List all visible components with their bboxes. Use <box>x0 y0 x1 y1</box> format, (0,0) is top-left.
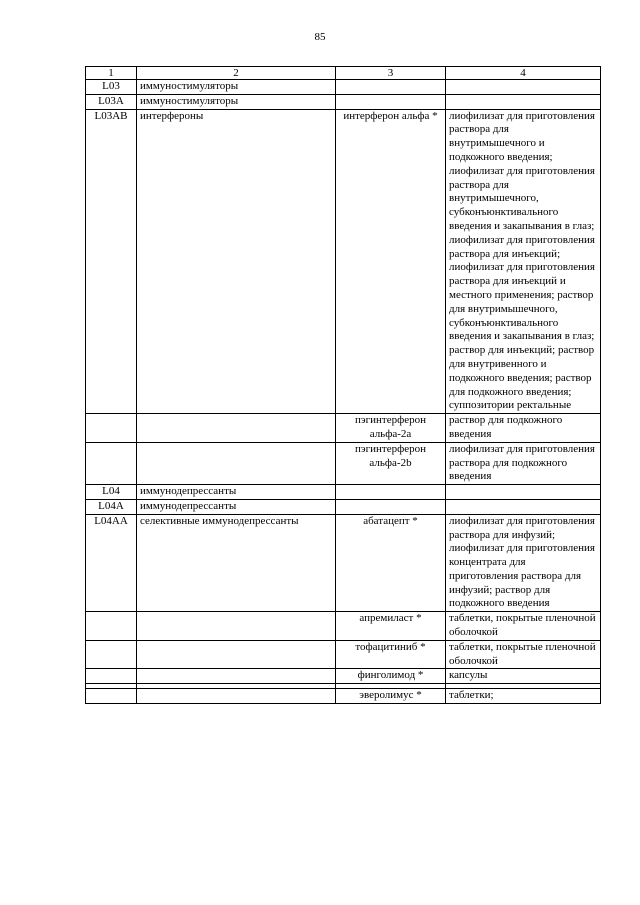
table-row <box>86 109 601 414</box>
group-name: иммуностимуляторы <box>137 94 336 109</box>
dosage-form <box>446 499 601 514</box>
table-row <box>86 514 601 612</box>
group-name <box>137 689 336 704</box>
header-col-3: 3 <box>336 67 446 80</box>
table-row <box>86 499 601 514</box>
table-row <box>86 612 601 641</box>
dosage-form <box>446 80 601 95</box>
dosage-form: раствор для подкожного введения <box>446 414 601 443</box>
drug-name: пэгинтерферон альфа-2b <box>336 442 446 484</box>
dosage-form: таблетки; <box>446 689 601 704</box>
table-row <box>86 414 601 443</box>
atc-code <box>86 414 137 443</box>
table-header-row <box>86 67 601 80</box>
table-row <box>86 94 601 109</box>
group-name: иммунодепрессанты <box>137 485 336 500</box>
drug-name: финголимод * <box>336 669 446 684</box>
header-col-4: 4 <box>446 67 601 80</box>
group-name <box>137 640 336 669</box>
dosage-form: таблетки, покрытые пленочной оболочкой <box>446 640 601 669</box>
group-name <box>137 442 336 484</box>
table-row <box>86 485 601 500</box>
atc-code <box>86 442 137 484</box>
drug-name <box>336 94 446 109</box>
dosage-form <box>446 485 601 500</box>
header-col-1: 1 <box>86 67 137 80</box>
drug-name: эверолимус * <box>336 689 446 704</box>
atc-code: L03AB <box>86 109 137 414</box>
table-row <box>86 442 601 484</box>
dosage-form: лиофилизат для приготовления раствора для инфузий; лиофилизат для приготовления концентрата для приготовления раствора для инфузий; раствор для подкожного введения <box>446 514 601 612</box>
dosage-form <box>446 94 601 109</box>
atc-code: L03A <box>86 94 137 109</box>
atc-code: L04A <box>86 499 137 514</box>
table-row <box>86 689 601 704</box>
drug-name: тофацитиниб * <box>336 640 446 669</box>
group-name <box>137 414 336 443</box>
header-col-2: 2 <box>137 67 336 80</box>
atc-code <box>86 689 137 704</box>
dosage-form: таблетки, покрытые пленочной оболочкой <box>446 612 601 641</box>
table-row <box>86 669 601 684</box>
drug-name <box>336 499 446 514</box>
atc-code: L03 <box>86 80 137 95</box>
drug-name: абатацепт * <box>336 514 446 612</box>
group-name: интерфероны <box>137 109 336 414</box>
dosage-form: лиофилизат для приготовления раствора для подкожного введения <box>446 442 601 484</box>
drug-name <box>336 485 446 500</box>
group-name: иммуностимуляторы <box>137 80 336 95</box>
drug-name: пэгинтерферон альфа-2a <box>336 414 446 443</box>
table-row <box>86 640 601 669</box>
atc-code: L04 <box>86 485 137 500</box>
dosage-form: лиофилизат для приготовления раствора для внутримышечного и подкожного введения; лиофилизат для приготовления раствора для внутримышечного, субконъюнктивального введения и закапывания в глаз; лиофилизат для приготовления раствора для инъекций; лиофилизат для приготовления раствора для инъекций и местного применения; раствор для внутримышечного, субконъюнктивального введения и закапывания в глаз; раствор для инъекций; раствор для внутривенного и подкожного введения; раствор для подкожного введения; суппозитории ректальные <box>446 109 601 414</box>
dosage-form: капсулы <box>446 669 601 684</box>
atc-code <box>86 640 137 669</box>
drug-name: интерферон альфа * <box>336 109 446 414</box>
group-name: иммунодепрессанты <box>137 499 336 514</box>
page-number: 85 <box>314 31 326 43</box>
group-name <box>137 612 336 641</box>
drug-table <box>85 66 601 704</box>
atc-code: L04AA <box>86 514 137 612</box>
atc-code <box>86 669 137 684</box>
group-name: селективные иммунодепрессанты <box>137 514 336 612</box>
atc-code <box>86 612 137 641</box>
drug-name: апремиласт * <box>336 612 446 641</box>
group-name <box>137 669 336 684</box>
drug-name <box>336 80 446 95</box>
table-row <box>86 80 601 95</box>
